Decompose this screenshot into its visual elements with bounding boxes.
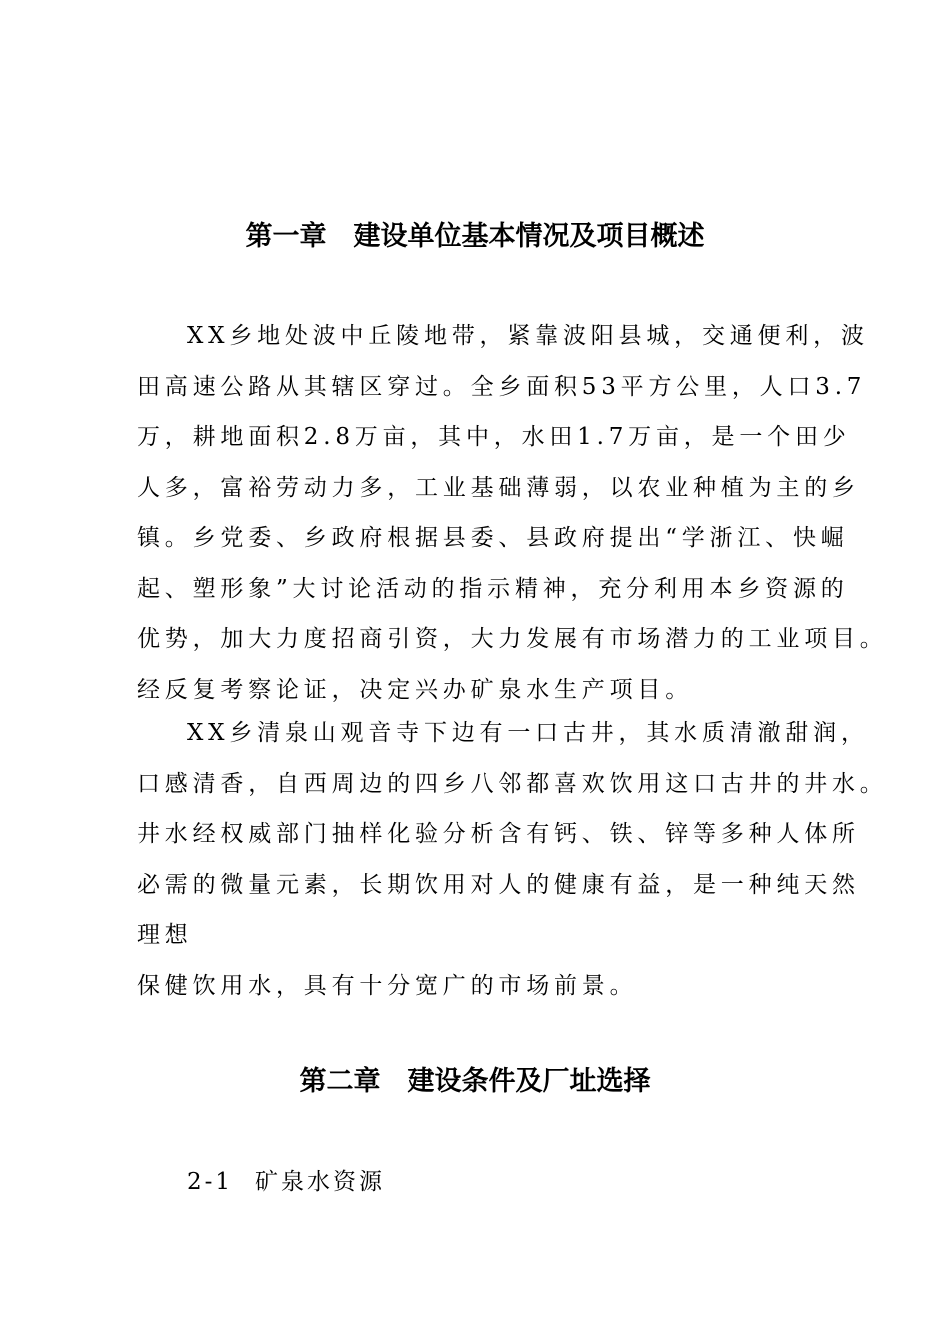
chapter-1-title: 第一章 建设单位基本情况及项目概述: [245, 221, 705, 252]
section-2-1-heading: [187, 1157, 385, 1207]
paragraph-line: 保健饮用水，具有十分宽广的市场前景。: [137, 972, 638, 999]
paragraph-line: XX乡清泉山观音寺下边有一口古井，其水质清澈甜润，: [187, 720, 869, 746]
chapter-2-title: 第二章 建设条件及厂址选择: [299, 1066, 651, 1097]
section-number: 2-1: [187, 1169, 234, 1195]
section-title: 矿泉水资源: [255, 1169, 386, 1195]
chapter-1-paragraph-1: [137, 311, 888, 715]
paragraph-line: 镇。乡党委、乡政府根据县委、县政府提出“学浙江、快崛: [137, 525, 849, 551]
paragraph-line: 优势，加大力度招商引资，大力发展有市场潜力的工业项目。: [137, 626, 888, 652]
paragraph-line: 口感清香，自西周边的四乡八邻都喜欢饮用这口古井的井水。: [137, 770, 888, 797]
paragraph-line: 必需的微量元素，长期饮用对人的健康有益，是一种纯天然: [137, 871, 860, 898]
paragraph-line: 井水经权威部门抽样化验分析含有钙、铁、锌等多种人体所: [137, 821, 860, 847]
paragraph-line: 人多，富裕劳动力多，工业基础薄弱，以农业种植为主的乡: [137, 474, 860, 501]
paragraph-line: 万，耕地面积2.8万亩，其中，水田1.7万亩，是一个田少: [137, 424, 851, 450]
paragraph-line: 田高速公路从其辖区穿过。全乡面积53平方公里，人口3.7: [137, 373, 867, 400]
paragraph-line: 起、塑形象”大讨论活动的指示精神，充分利用本乡资源的: [137, 575, 849, 602]
paragraph-line: 理想: [137, 922, 193, 948]
paragraph-line: XX乡地处波中丘陵地带，紧靠波阳县城，交通便利，波: [187, 323, 869, 349]
paragraph-line: 经反复考察论证，决定兴办矿泉水生产项目。: [137, 676, 693, 703]
chapter-1-paragraph-2: [137, 708, 888, 1011]
